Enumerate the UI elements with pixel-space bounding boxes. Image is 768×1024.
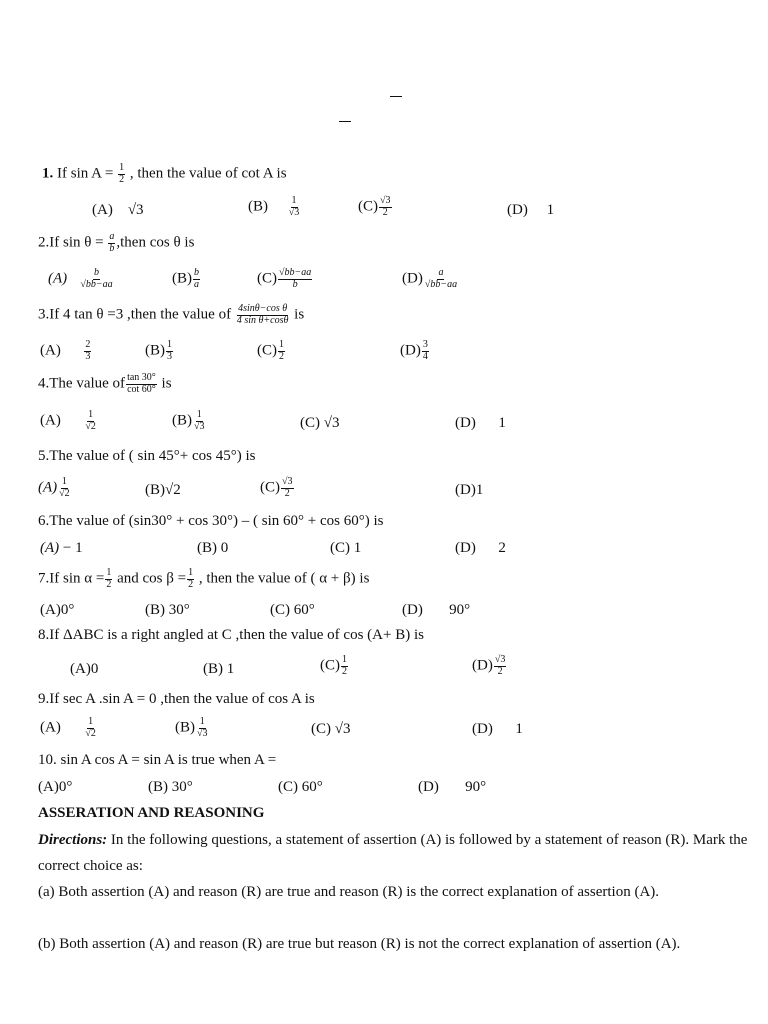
q1-option-b: (B) $\frac{1}{√3}$ [248, 195, 300, 218]
section-heading: ASSERATION AND REASONING [38, 805, 265, 821]
q10-option-b: (B) 30° [148, 779, 193, 795]
q3-option-c: (C) $\frac{1}{2}$ [257, 339, 284, 362]
q1-option-a: (A) √3 [92, 202, 144, 218]
q10-option-a: (A)0° [38, 779, 73, 795]
header-mark-2 [339, 121, 351, 122]
q6-option-c: (C) 1 [330, 540, 362, 556]
q2-option-b: (B) $\frac{b}{a}$ [172, 267, 199, 290]
q8-option-c: (C) $\frac{1}{2}$ [320, 654, 347, 677]
q6-option-b: (B) 0 [197, 540, 229, 556]
q9-option-d: (D) 1 [472, 721, 523, 737]
q6-option-d: (D) 2 [455, 540, 506, 556]
question-3-stem: 3.If 4 tan θ =3 ,then the value of $\frac{\text{4sinθ−cos θ}}{\text{4 sin θ+cosθ}}$ is [38, 303, 305, 326]
header-mark-1 [390, 96, 402, 97]
question-1-suffix: , then the value of cot A is [129, 165, 287, 182]
question-1-prefix: If sin A = [57, 165, 114, 182]
q4-option-a: (A) $\frac{1}{√2}$ [40, 409, 96, 432]
q3-option-d: (D) $\frac{3}{4}$ [400, 339, 428, 362]
q8-option-a: (A)0 [70, 661, 99, 677]
question-7-stem: 7.If sin α = $\frac{1}{2}$ and cos β = $\frac{1}{2}$ , then the value of ( α + β) is [38, 567, 370, 590]
question-5-stem: 5.The value of ( sin 45°+ cos 45°) is [38, 448, 256, 464]
q2-option-a: (A) $\frac{b}{√bb-aa}$ [48, 267, 113, 290]
q7-option-d: (D) 90° [402, 602, 471, 618]
q6-option-a: (A) − 1 [40, 540, 83, 556]
q7-option-a: (A)0° [40, 602, 75, 618]
q3-option-a: (A) $\frac{2}{3}$ [40, 339, 91, 362]
q5-option-d: (D)1 [455, 482, 484, 498]
directions-text: In the following questions, a statement of assertion (A) is followed by a statement of reason (R). Mark the correct choice as: [38, 832, 748, 874]
choice-b-paragraph: (b) Both assertion (A) and reason (R) are true but reason (R) is not the correct explanation of assertion (A). [38, 936, 681, 952]
question-1-fraction: $\frac{1}{2}$ [119, 162, 125, 185]
q4-option-c: (C) √3 [300, 415, 340, 431]
question-6-stem: 6.The value of (sin30° + cos 30°) – ( sin 60° + cos 60°) is [38, 513, 384, 529]
question-1-stem [42, 163, 287, 185]
q7-option-c: (C) 60° [270, 602, 315, 618]
q4-option-d: (D) 1 [455, 415, 506, 431]
directions-paragraph [38, 827, 758, 879]
q8-option-d: (D) $\frac{√3}{2}$ [472, 654, 506, 677]
question-1-number: 1. [42, 165, 54, 182]
q4-option-b: (B) $\frac{1}{√3}$ [172, 409, 205, 432]
q10-option-d: (D) 90° [418, 779, 487, 795]
q3-option-b: (B) $\frac{1}{3}$ [145, 339, 172, 362]
q2-option-c: (C) $\frac{√bb-aa}{b}$ [257, 267, 312, 290]
q5-option-c: (C) $\frac{√3}{2}$ [260, 476, 293, 499]
q10-option-c: (C) 60° [278, 779, 323, 795]
q2-option-d: (D) $\frac{a}{√bb-aa}$ [402, 267, 458, 290]
q9-option-b: (B) $\frac{1}{√3}$ [175, 716, 208, 739]
q9-option-c: (C) √3 [311, 721, 351, 737]
q5-option-a: (A) $\frac{1}{√2}$ [38, 476, 70, 499]
q9-option-a: (A) $\frac{1}{√2}$ [40, 716, 96, 739]
question-2-stem: 2.If sin θ = $\frac{a}{b}$ ,then cos θ is [38, 231, 195, 254]
question-4-stem: 4.The value of $\frac{\tan 30^\circ}{\cot 60^\circ}$ is [38, 372, 172, 395]
directions-label: Directions: [38, 832, 108, 848]
question-8-stem: 8.If ΔABC is a right angled at C ,then the value of cos (A+ B) is [38, 627, 424, 643]
q1-option-c: (C) $\frac{√3}{2}$ [358, 195, 391, 218]
q8-option-b: (B) 1 [203, 661, 235, 677]
choice-a-paragraph: (a) Both assertion (A) and reason (R) are true and reason (R) is the correct explanation of assertion (A). [38, 884, 660, 900]
q5-option-b: (B)√2 [145, 482, 181, 498]
q1-option-d: (D) 1 [507, 202, 555, 218]
question-9-stem: 9.If sec A .sin A = 0 ,then the value of cos A is [38, 691, 315, 707]
q7-option-b: (B) 30° [145, 602, 190, 618]
question-10-stem: 10. sin A cos A = sin A is true when A = [38, 752, 277, 768]
